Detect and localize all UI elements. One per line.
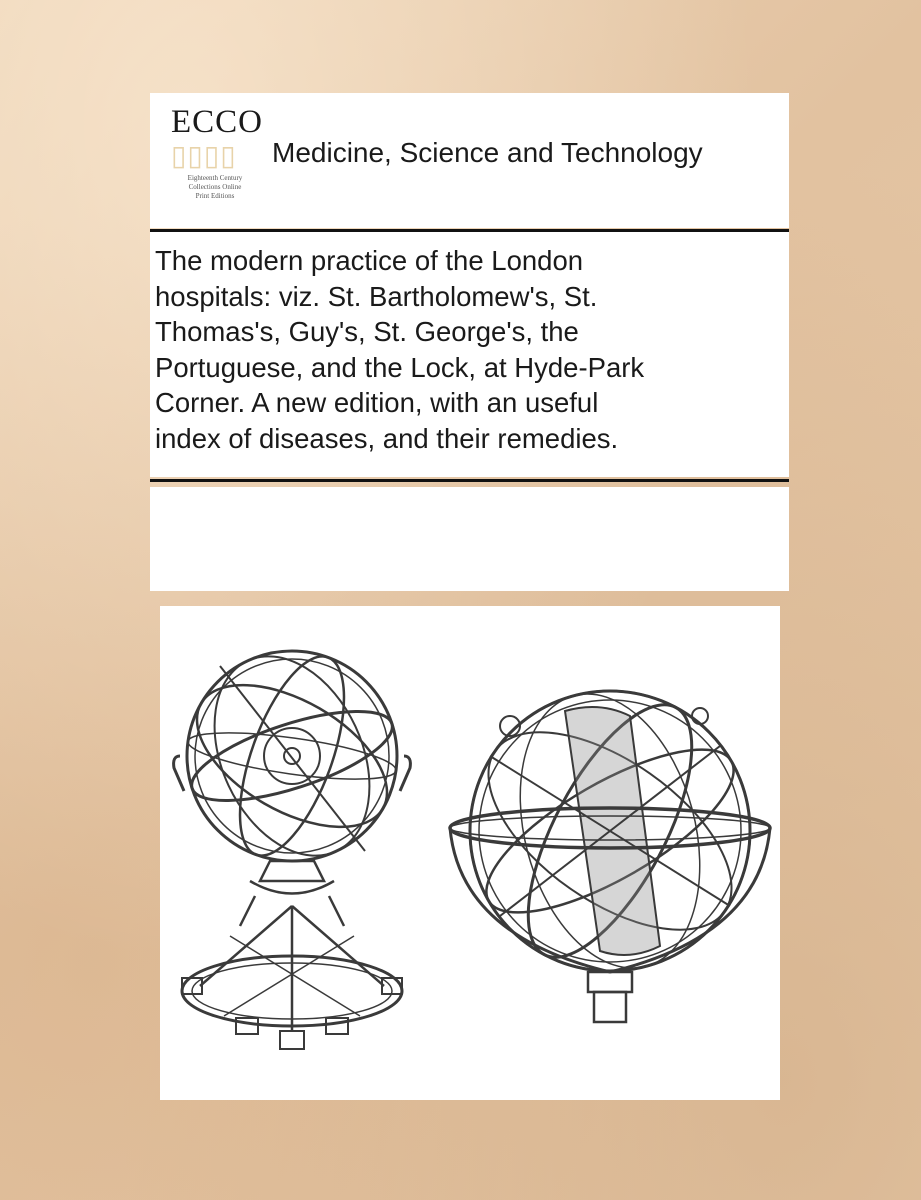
logo-caption-line: Collections Online [188, 183, 242, 191]
logo-caption-line: Eighteenth Century [187, 174, 243, 182]
series-title: Medicine, Science and Technology [272, 137, 703, 168]
logo-ghost-letters: ▯▯▯▯ [171, 141, 237, 172]
logo-caption-line: Print Editions [195, 192, 235, 200]
ecco-logo [165, 104, 265, 216]
left-armillary-sphere [174, 631, 411, 1049]
title-line: Thomas's, Guy's, St. George's, the [155, 316, 579, 347]
book-title [155, 243, 785, 456]
title-line: The modern practice of the London [155, 245, 584, 276]
top-rule [150, 229, 789, 232]
title-line: Portuguese, and the Lock, at Hyde-Park [155, 351, 645, 383]
right-armillary-sphere [450, 674, 770, 1022]
armillary-spheres-illustration [160, 606, 780, 1100]
bottom-rule [150, 479, 789, 482]
logo-caption [165, 174, 265, 201]
title-line: Corner. A new edition, with an useful [155, 387, 599, 418]
blank-panel [150, 487, 789, 591]
title-line: hospitals: viz. St. Bartholomew's, St. [155, 280, 598, 312]
logo-letters: ECCO [171, 104, 264, 140]
title-line: index of diseases, and their remedies. [155, 422, 619, 454]
